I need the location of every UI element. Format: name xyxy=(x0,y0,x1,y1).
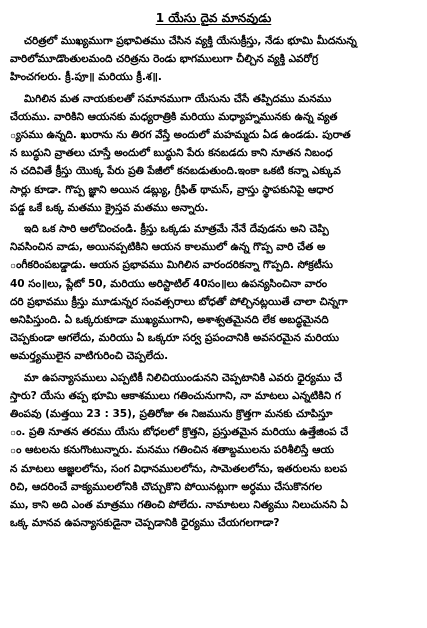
page-title: 1 యేసు దైవ మానవుడు xyxy=(155,11,272,25)
text-line: దరి ప్రభావము క్రీస్తు మూడున్నర సంవత్సరాలు బోధతో పోల్చినట్లయితే చాలా చిన్నగా xyxy=(10,295,348,308)
text-line: ్యసము ఉన్నది. ఖురాను ను తిరగ వేస్తే అందులో మహమ్మదు ఏడ ఉండడు. పురాత xyxy=(10,129,351,142)
text-line: ఒక్క మానవ ఉపన్యాసకుడైనా చెప్పడానికి ధైర్యము చేయగలగాడా? xyxy=(10,517,280,530)
paragraph-3 xyxy=(10,220,417,366)
text-line: అమర్త్యములైన వాటిగురించి చెప్పలేదు. xyxy=(10,350,169,363)
text-line: 40 సం॥లు, ప్లేటో 50, మరియు అరిస్టాటిల్ 40సం॥లు ఉపన్యసించినా వారం xyxy=(10,277,328,290)
text-line: రిచి, ఆదరించే వాక్యములలోనికి చొచ్చుకొని పోయినట్లుగా అర్ధము చేసుకొనగల xyxy=(10,480,323,493)
text-line: న మాటలు ఆజ్ఞలలోను, సంగ విధానములలోను, సామెతలలోను, ఇతరులను బలప xyxy=(10,462,348,475)
text-line: మిగిలిన మత నాయకులతో సమానముగా యేసును చేసే తప్పిదము మనము xyxy=(24,92,332,105)
text-line: చరిత్రలో ముఖ్యముగా ప్రభావితము చేసిన వ్యక్తి యేసుక్రీస్తు, నేడు భూమి మీదనున్న xyxy=(24,35,357,47)
text-line: స్తారు? యేసు తప్ప భూమి ఆకాశములు గతించునుగాని, నా మాటలు ఎన్నటికిని గ xyxy=(10,389,341,402)
text-line: న బుద్ధుని వ్రాతలు చూస్తే అందులో బుద్ధుని పేరు కనబడదు కాని నూతన నిబంధ xyxy=(10,147,333,160)
text-line: ం. ప్రతి నూతన తరము యేసు బోధలలో క్రొత్తని, ప్రస్తుతమైన మరియు ఉత్తేజింప చే xyxy=(10,426,349,439)
text-line: హించగలరు. క్రీ.పూ॥ మరియు క్రీ.శ॥. xyxy=(10,71,162,84)
paragraph-2 xyxy=(10,90,417,217)
text-line: వారిలోమూడొంతులమంది చరిత్రను రెండు భాగములుగా చీల్చిన వ్యక్తి ఎవరోగ్ర xyxy=(10,53,319,66)
text-line: చెప్పకుండా ఆగలేదు, మరియు ఏ ఒక్కరూ సర్వ ప్రపంచానికి అవసరమైన మరియు xyxy=(10,332,339,345)
text-line: అనిపిస్తుంది. ఏ ఒక్కరుకూడా ముఖ్యముగాని, అశాశ్వతమైనది లేక అబద్ధమైనది xyxy=(10,314,329,327)
text-line: ఇది ఒక సారి ఆలోచించండి. క్రీస్తు ఒక్కడు మాత్రమే నేనే దేవుడను అని చెప్పి xyxy=(24,223,329,236)
text-line: ంగీకరింపబడ్డాడు. ఆయన ప్రభావము మిగిలిన వారందరికన్నా గొప్పది. సోక్రటీసు xyxy=(10,259,333,272)
text-line: మా ఉపన్యాసములు ఎప్పటికీ నిలిచియుండునని చెప్పటానికి ఎవరు ధైర్యము చే xyxy=(24,371,343,384)
text-line: తింపవు (మత్తయి 23 : 35), ప్రతిరోజు ఈ నిజమును క్రొత్తగా మనకు చూపిస్తూ xyxy=(10,408,333,421)
text-line: చేయము. వారికిని ఆయనకు మధ్యరాత్రికి మరియు మధ్యాహ్నమునకు ఉన్న వ్యత xyxy=(10,110,338,123)
text-line: నివసించిన వాడు, అయినప్పటికిని ఆయన కాలములో ఉన్న గొప్ప వారి చేత అ xyxy=(10,241,326,254)
text-line: న చదివితే క్రీస్తు యొక్క పేరు ప్రతి పేజీలో కనబడుతుంది.ఇంకా ఒకటి కన్నా ఎక్కువ xyxy=(10,165,341,178)
text-line: పడ్డ ఒకే ఒక్క మతము క్రైస్తవ మతము అన్నారు. xyxy=(10,201,209,214)
text-line: ము, కాని అది ఎంత మాత్రము గతించి పోలేదు. నామాటలు నిత్యము నిలుచునని ఏ xyxy=(10,499,349,512)
paragraph-4 xyxy=(10,369,417,533)
text-line: ం ఆటలను కనుగొంటున్నారు. మనము గతించిన శతాబ్దములను పరిశీలిస్తే ఆయ xyxy=(10,444,334,457)
text-line: సార్లు కూడా. గొప్ప జ్ఞాని అయిన డబ్ల్యు, గ్రీఫిత్ థామస్, వ్రాస్తు స్థాపకునిపై ఆధార xyxy=(10,183,334,196)
paragraph-1 xyxy=(10,32,417,87)
